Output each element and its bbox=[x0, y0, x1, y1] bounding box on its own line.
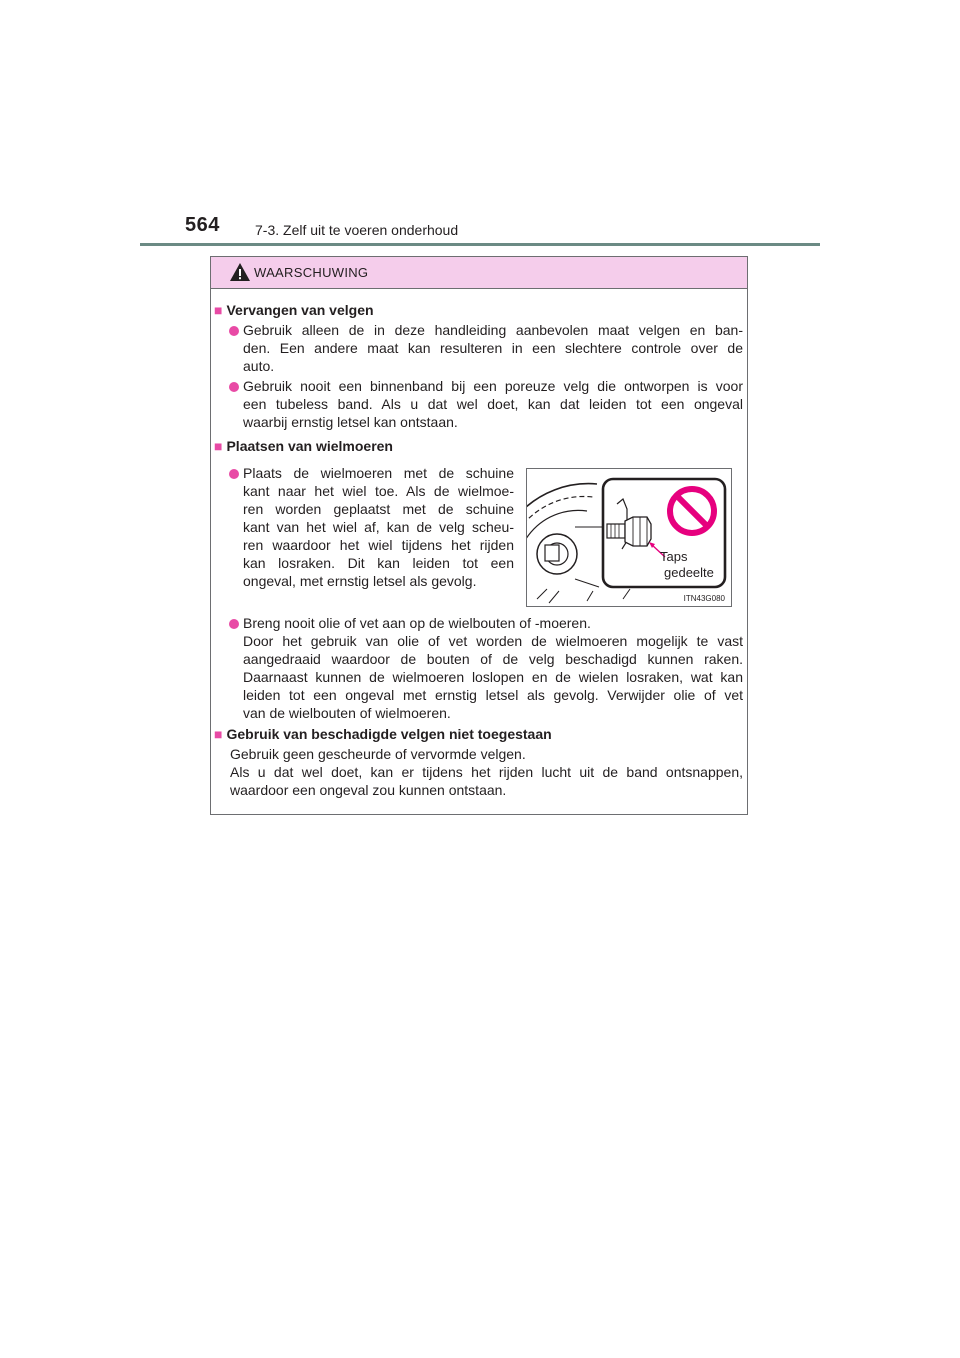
header-rule bbox=[140, 243, 820, 246]
heading-beschadigde-velgen bbox=[214, 725, 552, 743]
paragraph-velgen-maat bbox=[243, 321, 743, 375]
heading-plaatsen-wielmoeren bbox=[214, 437, 393, 455]
text-line: waarbij ernstig letsel kan ontstaan. bbox=[243, 414, 458, 430]
illustration-label-taps: Taps bbox=[660, 549, 688, 564]
bullet-dot-icon bbox=[229, 382, 239, 392]
square-bullet-icon: ■ bbox=[214, 726, 223, 742]
wheel-nut-illustration bbox=[526, 468, 732, 607]
text-line: van de wielbouten of wielmoeren. bbox=[243, 705, 451, 721]
square-bullet-icon: ■ bbox=[214, 302, 223, 318]
text-line: Als u dat wel doet, kan er tijdens het rijden lucht uit de band ontsnappen, bbox=[230, 764, 743, 780]
text-line: Door het gebruik van olie of vet worden de wielmoeren mogelijk te vast bbox=[243, 633, 743, 649]
wheel-nut-drawing bbox=[527, 469, 732, 607]
heading-text: Vervangen van velgen bbox=[226, 302, 374, 318]
section-title: 7-3. Zelf uit te voeren onderhoud bbox=[255, 222, 459, 238]
bullet-dot-icon bbox=[229, 469, 239, 479]
text-line: auto. bbox=[243, 358, 275, 374]
text-line: den. Een andere maat kan resulteren in een slechtere controle over de bbox=[243, 340, 743, 356]
text-line: ongeval, met ernstig letsel als gevolg. bbox=[243, 573, 477, 589]
text-line: Gebruik geen gescheurde of vervormde velgen. bbox=[230, 746, 526, 762]
text-line: ren waardoor het wiel tijdens het rijden bbox=[243, 537, 514, 553]
heading-text: Gebruik van beschadigde velgen niet toegestaan bbox=[226, 726, 552, 742]
paragraph-wielmoeren-schuine-kant bbox=[243, 464, 514, 590]
text-line: Gebruik alleen de in deze handleiding aanbevolen maat velgen en ban- bbox=[243, 322, 743, 338]
text-line: kan losraken. Dit kan leiden tot een bbox=[243, 555, 514, 571]
text-line: een tubeless band. Als u dat wel doet, kan dat leiden tot een ongeval bbox=[243, 396, 743, 412]
illustration-code: ITN43G080 bbox=[683, 594, 725, 603]
paragraph-beschadigde-velgen bbox=[230, 745, 743, 799]
text-line: Daarnaast kunnen de wielmoeren loslopen en de wielen losraken, wat kan bbox=[243, 669, 743, 685]
page-number: 564 bbox=[185, 214, 220, 236]
text-line: kant naar het wiel toe. Als de wielmoe- bbox=[243, 483, 514, 499]
heading-text: Plaatsen van wielmoeren bbox=[226, 438, 393, 454]
warning-title: WAARSCHUWING bbox=[254, 265, 369, 280]
text-line: waardoor een ongeval zou kunnen ontstaan. bbox=[230, 782, 507, 798]
text-line: leiden tot een ongeval met ernstig letsel als gevolg. Verwijder olie of vet bbox=[243, 687, 743, 703]
text-line: aangedraaid waardoor de bouten of de velg beschadigd kunnen raken. bbox=[243, 651, 743, 667]
warning-box bbox=[210, 256, 748, 815]
illustration-label-gedeelte: gedeelte bbox=[664, 565, 714, 580]
bullet-dot-icon bbox=[229, 326, 239, 336]
paragraph-binnenband bbox=[243, 377, 743, 431]
text-line: kant van het wiel af, kan de velg scheu- bbox=[243, 519, 514, 535]
text-line: ren worden geplaatst met de schuine bbox=[243, 501, 514, 517]
heading-vervangen-velgen bbox=[214, 301, 374, 319]
bullet-dot-icon bbox=[229, 619, 239, 629]
paragraph-olie-vet bbox=[243, 614, 743, 722]
square-bullet-icon: ■ bbox=[214, 438, 223, 454]
text-line: Plaats de wielmoeren met de schuine bbox=[243, 465, 514, 481]
text-line: Breng nooit olie of vet aan op de wielbouten of -moeren. bbox=[243, 615, 591, 631]
text-line: Gebruik nooit een binnenband bij een poreuze velg die ontworpen is voor bbox=[243, 378, 743, 394]
